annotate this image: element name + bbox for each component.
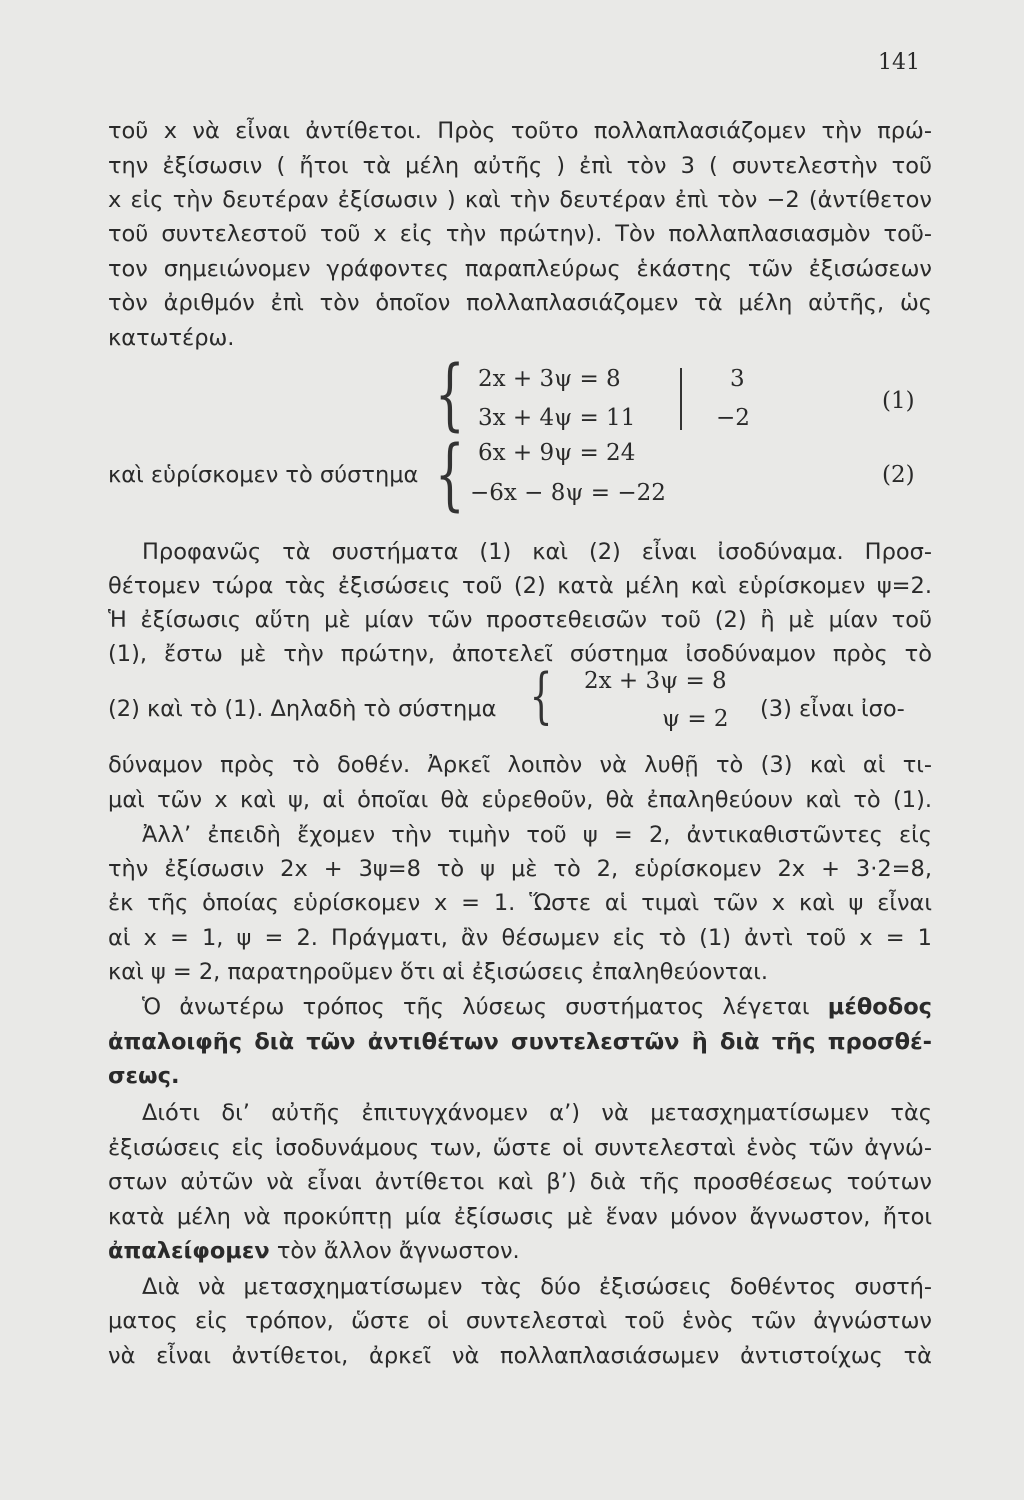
multiplier-divider [680,368,682,430]
text-line: κατὰ μέλη νὰ προκύπτῃ μία ἐξίσωσις μὲ ἕναν μόνον ἄγνωστον, ἤτοι [108,1204,932,1230]
text-line: θέτομεν τώρα τὰς ἐξισώσεις τοῦ (2) κατὰ μέλη καὶ εὑρίσκομεν ψ=2. [108,573,932,599]
definition-term: ἀπαλοιφῆς διὰ τῶν ἀντιθέτων συντελεστῶν ἢ διὰ τῆς προσθέ- [108,1029,932,1055]
text-line: (1), ἔστω μὲ τὴν πρώτην, ἀποτελεῖ σύστημα ἰσοδύναμον πρὸς τὸ [108,641,932,667]
text-line: Ἡ ἐξίσωσις αὕτη μὲ μίαν τῶν προστεθεισῶν τοῦ (2) ἢ μὲ μίαν τοῦ [108,607,932,633]
text-line: τοῦ συντελεστοῦ τοῦ x εἰς τὴν πρώτην). Τὸν πολλαπλασιασμὸν τοῦ- [108,221,932,247]
system-2-equation-1: 6x + 9ψ = 24 [478,440,636,466]
text-line: δύναμον πρὸς τὸ δοθέν. Ἀρκεῖ λοιπὸν νὰ λυθῇ τὸ (3) καὶ αἱ τι- [108,752,932,778]
text-line: (3) εἶναι ἰσο- [760,696,905,722]
text-line: Διότι δι’ αὐτῆς ἐπιτυγχάνομεν α’) νὰ μετασχηματίσωμεν τὰς [142,1100,932,1126]
multiplier-2: −2 [716,405,750,431]
text-line: ματος εἰς τρόπον, ὥστε οἱ συντελεσταὶ τοῦ ἑνὸς τῶν ἀγνώστων [108,1308,932,1334]
text-line: Προφανῶς τὰ συστήματα (1) καὶ (2) εἶναι ἰσοδύναμα. Προσ- [142,539,932,565]
multiplier-1: 3 [730,366,745,392]
text-line: τὸν ἀριθμόν ἐπὶ τὸν ὁποῖον πολλαπλασιάζομεν τὰ μέλη αὐτῆς, ὡς [108,290,932,316]
system-2-brace: { [434,430,465,520]
text-line: Διὰ νὰ μετασχηματίσωμεν τὰς δύο ἐξισώσεις δοθέντος συστή- [142,1274,932,1300]
text-line: την ἐξίσωσιν ( ἤτοι τὰ μέλη αὐτῆς ) ἐπὶ τὸν 3 ( συντελεστὴν τοῦ [108,153,932,179]
definition-term: σεως. [108,1063,180,1089]
text-line: τοῦ x νὰ εἶναι ἀντίθετοι. Πρὸς τοῦτο πολλαπλασιάζομεν τὴν πρώ- [108,118,932,144]
system-3-equation-1: 2x + 3ψ = 8 [584,668,727,694]
page-number: 141 [878,50,920,75]
definition-term: μέθοδος [827,994,933,1020]
system-1-tag: (1) [882,388,915,414]
emphasis-term: ἀπαλείφομεν [108,1238,270,1264]
text-line: x εἰς τὴν δευτέραν ἐξίσωσιν ) καὶ τὴν δευτέραν ἐπὶ τὸν −2 (ἀντίθετον [108,187,932,213]
system-3-brace: { [529,661,553,731]
system-2-equation-2: −6x − 8ψ = −22 [470,480,666,506]
text-line: καὶ ψ = 2, παρατηροῦμεν ὅτι αἱ ἐξισώσεις ἐπαληθεύονται. [108,959,769,985]
system-1-equation-1: 2x + 3ψ = 8 [478,366,621,392]
text-line: Ἀλλ’ ἐπειδὴ ἔχομεν τὴν τιμὴν τοῦ ψ = 2, ἀντικαθιστῶντες εἰς [142,822,932,848]
text-line: νὰ εἶναι ἀντίθετοι, ἀρκεῖ νὰ πολλαπλασιάσωμεν ἀντιστοίχως τὰ [108,1343,932,1369]
system-1-equation-2: 3x + 4ψ = 11 [478,405,636,431]
system-3-equation-2: ψ = 2 [662,706,729,732]
text-line: ἐξισώσεις εἰς ἰσοδυνάμους των, ὥστε οἱ συντελεσταὶ ἑνὸς τῶν ἀγνώ- [108,1135,932,1161]
system-2-intro: καὶ εὑρίσκομεν τὸ σύστημα [108,462,419,488]
text-line: Ὁ ἀνωτέρω τρόπος τῆς λύσεως συστήματος λέγεται μέθοδος [142,994,933,1020]
text-line: αἱ x = 1, ψ = 2. Πράγματι, ἂν θέσωμεν εἰς τὸ (1) ἀντὶ τοῦ x = 1 [108,925,932,951]
text-line: τὴν ἐξίσωσιν 2x + 3ψ=8 τὸ ψ μὲ τὸ 2, εὑρίσκομεν 2x + 3·2=8, [108,856,932,882]
text-line: στων αὐτῶν νὰ εἶναι ἀντίθετοι καὶ β’) διὰ τῆς προσθέσεως τούτων [108,1169,932,1195]
text-line: κατωτέρω. [108,325,235,351]
text-line: μαὶ τῶν x καὶ ψ, αἱ ὁποῖαι θὰ εὑρεθοῦν, θὰ ἐπαληθεύουν καὶ τὸ (1). [108,787,932,813]
text-line: (2) καὶ τὸ (1). Δηλαδὴ τὸ σύστημα [108,696,497,722]
text-line: ἀπαλείφομεν τὸν ἄλλον ἄγνωστον. [108,1238,520,1264]
system-2-tag: (2) [882,462,915,488]
text-line: ἐκ τῆς ὁποίας εὑρίσκομεν x = 1. Ὥστε αἱ τιμαὶ τῶν x καὶ ψ εἶναι [108,890,932,916]
text-line: τον σημειώνομεν γράφοντες παραπλεύρως ἑκάστης τῶν ἐξισώσεων [108,256,932,282]
system-1-brace: { [434,350,465,440]
